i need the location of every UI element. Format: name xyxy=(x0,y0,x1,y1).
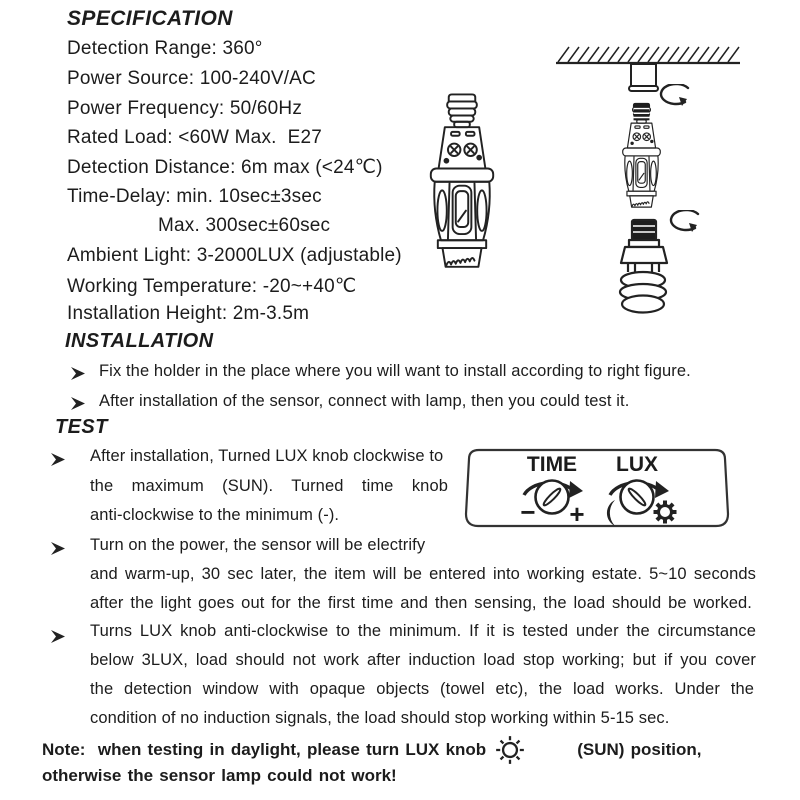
spec-line-working-temp: Working Temperature: -20~+40℃ xyxy=(67,276,357,297)
test-line: the detection window with opaque objects (towel etc), the load works. Under the xyxy=(90,680,754,698)
bullet-arrow-icon xyxy=(50,629,66,644)
spec-line-rated-load: Rated Load: <60W Max. E27 xyxy=(67,127,322,148)
installation-item: After installation of the sensor, connect with lamp, then you could test it. xyxy=(99,392,630,410)
specification-heading: SPECIFICATION xyxy=(67,7,233,30)
spec-line-detection-distance: Detection Distance: 6m max (<24℃) xyxy=(67,157,383,178)
cfl-bulb-figure xyxy=(612,218,674,318)
test-line: after the light goes out for the first time and then sensing, the load should be worked. xyxy=(90,594,752,612)
spec-line-install-height: Installation Height: 2m-3.5m xyxy=(67,303,310,324)
note-text: (SUN) position, xyxy=(577,740,702,759)
spec-line-power-frequency: Power Frequency: 50/60Hz xyxy=(67,98,303,119)
bullet-arrow-icon xyxy=(50,452,66,467)
test-line: After installation, Turned LUX knob clockwise to xyxy=(90,447,444,465)
test-line: Turns LUX knob anti-clockwise to the minimum. If it is tested under the circumstance xyxy=(90,622,756,640)
panel-outline xyxy=(466,450,728,526)
gear-sun-icon xyxy=(654,501,677,524)
note-line-1 xyxy=(42,735,701,765)
installation-item: Fix the holder in the place where you will want to install according to right figure. xyxy=(99,362,691,380)
installation-heading: INSTALLATION xyxy=(65,330,214,352)
spec-line-power-source: Power Source: 100-240V/AC xyxy=(67,68,316,89)
time-label: TIME xyxy=(526,453,578,476)
spec-line-ambient-light: Ambient Light: 3-2000LUX (adjustable) xyxy=(67,245,402,266)
note-text: Note: when testing in daylight, please turn LUX knob xyxy=(42,740,487,759)
test-heading: TEST xyxy=(55,416,108,438)
test-line: the maximum (SUN). Turned time knob xyxy=(90,477,448,495)
test-line: Turn on the power, the sensor will be electrify xyxy=(90,536,426,554)
test-line: condition of no induction signals, the load should stop working within 5-15 sec. xyxy=(90,709,670,727)
spec-line-time-delay-max: Max. 300sec±60sec xyxy=(158,215,331,236)
plus-symbol: + xyxy=(569,499,585,529)
test-line: below 3LUX, load should not work after induction load stop working; but if you cover xyxy=(90,651,756,669)
sensor-lamp-holder-figure xyxy=(423,92,501,270)
sun-icon xyxy=(495,735,525,765)
ceiling-socket-figure xyxy=(556,44,740,94)
bullet-arrow-icon xyxy=(50,541,66,556)
note-line-2: otherwise the sensor lamp could not work! xyxy=(42,766,397,785)
bullet-arrow-icon xyxy=(70,366,86,381)
test-line: anti-clockwise to the minimum (-). xyxy=(90,506,340,524)
spec-line-detection-range: Detection Range: 360° xyxy=(67,38,263,59)
sensor-lamp-holder-small-figure xyxy=(618,102,665,209)
test-line: and warm-up, 30 sec later, the item will be entered into working estate. 5~10 seconds xyxy=(90,565,756,583)
minus-symbol: − xyxy=(520,497,536,527)
lux-label: LUX xyxy=(616,453,658,476)
spec-line-time-delay: Time-Delay: min. 10sec±3sec xyxy=(67,186,322,207)
bullet-arrow-icon xyxy=(70,396,86,411)
time-lux-knob-panel-figure xyxy=(462,447,732,529)
